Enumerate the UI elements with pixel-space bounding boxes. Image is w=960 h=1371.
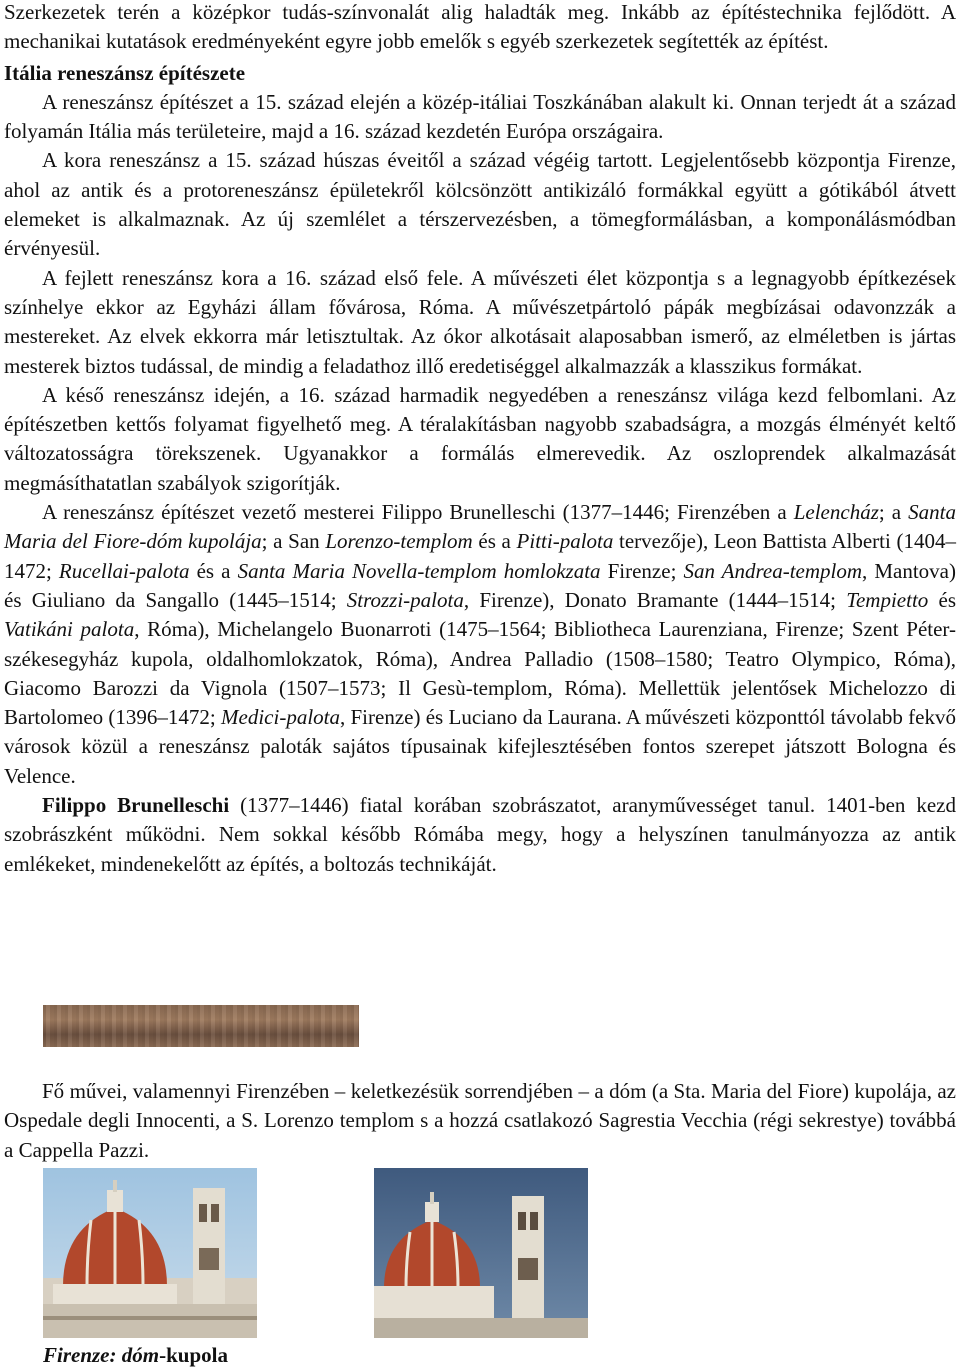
italic-run: Tempietto (846, 587, 929, 612)
dome-photo-right (374, 1168, 588, 1338)
caption-bold: -kupola (159, 1343, 228, 1367)
section-heading: Itália reneszánsz építészete (4, 60, 246, 85)
paragraph-late-renaissance: A késő reneszánsz idején, a 16. század harmadik negyedében a reneszánsz világa kezd felbomlani. Az építészetben kettős folyamat figyelhető meg. A téralakításban nagyobb szabadságra, a mozgás élményét keltő változatosságra törekszenek. Ugyanakkor a formálás elmerevedik. Az oszloprendek alkalmazását megmásíthatatlan szabályok szigorítják. (4, 382, 956, 495)
text-run: , Firenze), Donato Bramante (1444–1514; (463, 587, 847, 612)
text-run: és a (189, 558, 238, 583)
italic-run: Santa Maria del Fiore-dóm kupolája (4, 500, 956, 554)
italic-run: Lorenzo-templom (325, 529, 473, 554)
italic-run: Strozzi-palota (346, 587, 464, 612)
text-run: , Mantova) és Giuliano da Sangallo (1445–1514; (4, 558, 956, 612)
paragraph-masters (4, 498, 956, 791)
italic-run: San Andrea-templom (683, 558, 863, 583)
text-run: tervezője), Leon Battista Alberti (1404–1472; (4, 529, 956, 583)
text-run: és a (472, 529, 517, 554)
text-run: A reneszánsz építészet vezető mesterei Filippo Brunelleschi (1377–1446; Firenzében a (42, 500, 794, 525)
italic-run: Medici-palota (221, 705, 340, 730)
italic-run: Santa Maria Novella-templom homlokzata (237, 558, 601, 583)
document-page (4, 0, 956, 879)
paragraph-origin: A reneszánsz építészet a 15. század elején a közép-itáliai Toszkánában alakult ki. Onnan terjedt át a század folyamán Itália más területeire, majd a 16. század kezdetén Európa országaira. (4, 89, 956, 144)
text-run: (1377–1446) fiatal korában szobrászatot, aranyművességet tanul. 1401-ben kezd szobrászként működni. Nem sokkal később Rómába megy, hogy a helyszínen tanulmányozza az antik emlékeket, mindenekelőtt az építés, a boltozás technikáját. (4, 793, 956, 876)
text-run: , Róma), Michelangelo Buonarroti (1475–1564; Bibliotheca Laurenziana, Firenze; Szent Péter-székesegyház kupola, oldalhomlokzatok, Róma), Andrea Palladio (1508–1580; Teatro Olympico, Róma), Giacomo Barozzi da Vignola (1507–1573; Il Gesù-templom, Róma). Mellettük jelentősek Michelozzo di Bartolomeo (1396–1472; (4, 617, 956, 730)
cropped-city-photo (43, 1005, 359, 1047)
bold-run: Filippo Brunelleschi (42, 793, 230, 818)
paragraph-brunelleschi (4, 791, 956, 879)
italic-run: Rucellai-palota (58, 558, 190, 583)
text-run: Firenze; (600, 558, 684, 583)
figure-caption (43, 1341, 228, 1370)
caption-italic: Firenze: dóm (43, 1343, 160, 1367)
paragraph-main-works: Fő művei, valamennyi Firenzében – keletkezésük sorrendjében – a dóm (a Sta. Maria del Fiore) kupolája, az Ospedale degli Innocenti, a S. Lorenzo templom s a hozzá csatlakozó Sagrestia Vecchia (régi sekrestye) továbbá a Cappella Pazzi. (4, 1079, 956, 1162)
italic-run: Vatikáni palota (4, 617, 135, 642)
italic-run: Pitti-palota (516, 529, 614, 554)
italic-run: Lelencház (793, 500, 879, 525)
dome-photo-left (43, 1168, 257, 1338)
text-run: és (928, 587, 957, 612)
text-run: ; a San (261, 529, 326, 554)
text-run: ; a (878, 500, 909, 525)
paragraph-high-renaissance: A fejlett reneszánsz kora a 16. század első fele. A művészeti élet központja s a legnagyobb építkezések színhelye ekkor az Egyházi állam fővárosa, Róma. A művészetpártoló pápák megbízásai odavonzzák a mestereket. Az elvek ekkorra már letisztultak. Az ókor alkotásait alaposabban ismerő, az elméletben is jártas mesterek biztos tudással, de mindig a feladathoz illő eredetiséggel alkalmazzák a klasszikus formákat. (4, 265, 956, 378)
text-run: , Firenze) és Luciano da Laurana. A művészeti központtól távolabb fekvő városok közül a reneszánsz paloták sajátos típusainak kifejlesztésében fontos szerepet játszott Bologna és Velence. (4, 705, 956, 788)
intro-paragraph: Szerkezetek terén a középkor tudás-színvonalát alig haladták meg. Inkább az építéstechnika fejlődött. A mechanikai kutatások eredményeként egyre jobb emelők s egyéb szerkezetek segítették az építést. (4, 0, 956, 54)
paragraph-early-renaissance: A kora reneszánsz a 15. század húszas éveitől a század végéig tartott. Legjelentősebb központja Firenze, ahol az antik és a protoreneszánsz épületekről kölcsönzött antikizáló formákkal együtt a gótikából átvett elemeket is alkalmaznak. Az új szemlélet a térszervezésben, a tömegformálásban, a komponálásmódban érvényesül. (4, 148, 956, 261)
